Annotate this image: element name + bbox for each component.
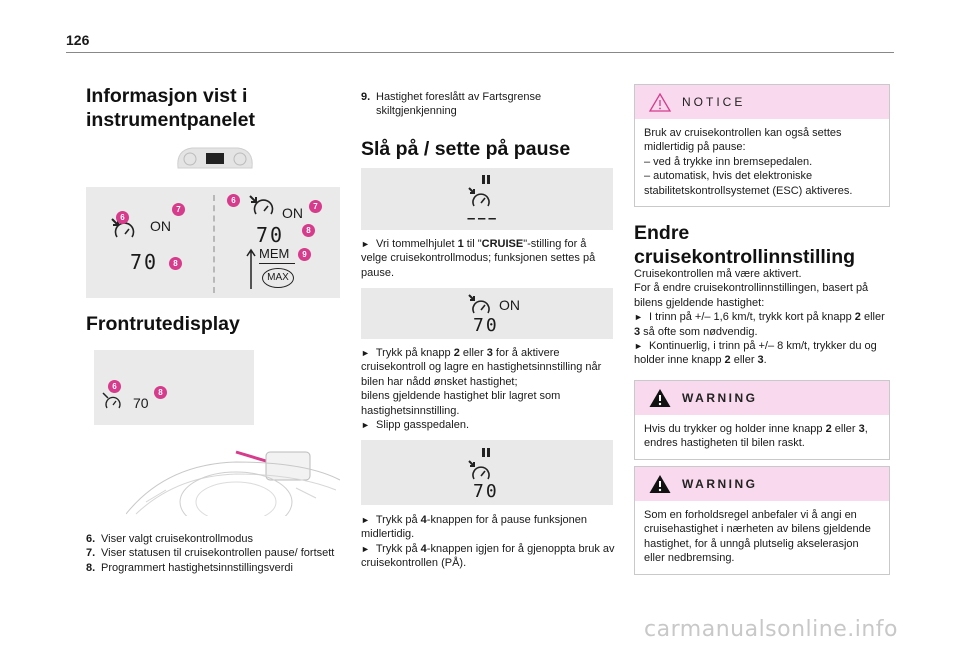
heading-hud: Frontrutedisplay [86, 313, 240, 335]
hud-badge-8: 8 [154, 386, 167, 399]
top-divider [66, 52, 894, 53]
notice-header [635, 85, 889, 119]
hud-figure [86, 350, 340, 516]
heading-instrument-panel: Informasjon vist i instrumentpanelet [86, 85, 256, 131]
para-pause-resume: ► Trykk på 4-knappen for å pause funksjonen midlertidig. ► Trykk på 4-knappen igjen for å gjenoppta bruk av cruisekontrollen (PÅ). [361, 514, 615, 570]
panel-dashes: – – – [467, 210, 496, 227]
legend-item-9-list [361, 90, 581, 119]
badge-8: 8 [169, 257, 182, 270]
notice-body: Bruk av cruisekontrollen kan også settes midlertidig på pause: – ved å trykke inn bremsepedalen. – automatisk, hvis det elektroniske stabilitetskontrollsystemet (ESC) aktiveres. [644, 127, 853, 197]
notice-triangle-icon [649, 92, 671, 112]
cluster-left-on: ON [150, 218, 171, 234]
warning-title-1: WARNING [682, 391, 758, 405]
panel-paused [361, 168, 613, 230]
badge-6: 6 [116, 211, 129, 224]
dashboard-icon [172, 142, 258, 174]
figure-divider [213, 195, 215, 293]
para-activate: ► Vri tommelhjulet 1 til "CRUISE"-stilling for å velge cruisekontrollmodus; funksjonen settes på pause. [361, 238, 596, 279]
cluster-right-on: ON [282, 205, 303, 221]
cluster-max: MAX [262, 268, 294, 288]
pause-icon [482, 175, 485, 184]
legend-item-8: 8. Programmert hastighetsinnstillingsverdi [86, 561, 293, 574]
warning-header-1 [635, 381, 889, 415]
badge-7-right: 7 [309, 200, 322, 213]
badge-8-right: 8 [302, 224, 315, 237]
cruise-gauge-icon-on [467, 293, 493, 317]
instrument-cluster-figure [86, 187, 340, 298]
panel-paused-speed-value: 70 [473, 481, 499, 502]
warning-triangle-icon [649, 474, 671, 494]
hud-speed: 70 [133, 395, 149, 411]
hud-badge-6: 6 [108, 380, 121, 393]
legend-item-6: 6. Viser valgt cruisekontrollmodus [86, 533, 254, 545]
hud-gauge-icon [102, 392, 124, 412]
para-store-speed: ► Trykk på knapp 2 eller 3 for å aktivere cruisekontroll og lagre en hastighetsinnstilling når bilen har nådd ønsket hastighet; bilens gjeldende hastighet blir lagret som hastighetsinnstilling. ► Slipp gasspedalen. [361, 347, 602, 432]
max-arrow-icon [244, 247, 258, 291]
panel-paused-speed [361, 440, 613, 505]
cluster-right-speed: 70 [256, 223, 285, 247]
warning-title-2: WARNING [682, 477, 758, 491]
warning-box-1 [634, 380, 890, 460]
notice-title: NOTICE [682, 95, 746, 109]
warning-header-2 [635, 467, 889, 501]
badge-6-right: 6 [227, 194, 240, 207]
warning-body-1: Hvis du trykker og holder inne knapp 2 eller 3, endres hastigheten til bilen raskt. [644, 423, 868, 450]
notice-box [634, 84, 890, 207]
mem-underline [259, 263, 295, 264]
car-dashboard-illustration [126, 404, 340, 516]
warning-triangle-icon [649, 388, 671, 408]
heading-on-pause: Slå på / sette på pause [361, 138, 571, 160]
legend-item-7: 7. Viser statusen til cruisekontrollen pause/ fortsett [86, 547, 335, 560]
watermark[interactable]: carmanualsonline.info [644, 617, 898, 642]
heading-change-setting: Endre cruisekontrollinnstilling [634, 222, 856, 268]
cruise-gauge-icon-3 [467, 459, 493, 483]
panel-on-label: ON [499, 297, 520, 313]
panel-on-speed: 70 [473, 315, 499, 336]
cluster-mem: MEM [259, 246, 290, 261]
badge-7: 7 [172, 203, 185, 216]
legend-item-9: 9. Hastighet foreslått av Fartsgrense skiltgjenkjenning [361, 91, 542, 118]
para-change-setting: Cruisekontrollen må være aktivert. For å endre cruisekontrollinnstillingen, basert på bilens gjeldende hastighet: ► I trinn på +/– 1,6 km/t, trykk kort på knapp 2 eller 3 så ofte som nødvendig. ► Kontinuerlig, i trinn på +/– 8 km/t, trykker du og holder inne knapp 2 eller 3. [634, 268, 885, 367]
pause-icon-2 [482, 448, 485, 457]
panel-on [361, 288, 613, 339]
cruise-gauge-icon-right [248, 194, 276, 220]
badge-9: 9 [298, 248, 311, 261]
warning-body-2: Som en forholdsregel anbefaler vi å angi en cruisehastighet i nærheten av bilens gjeldende hastighet, for å unngå plutselig akselerasjon eller nedbremsing. [644, 509, 871, 565]
legend-list [86, 532, 336, 575]
warning-box-2 [634, 466, 890, 575]
page-number: 126 [66, 32, 90, 48]
cluster-left-speed: 70 [130, 250, 159, 274]
cruise-gauge-icon [467, 186, 493, 210]
